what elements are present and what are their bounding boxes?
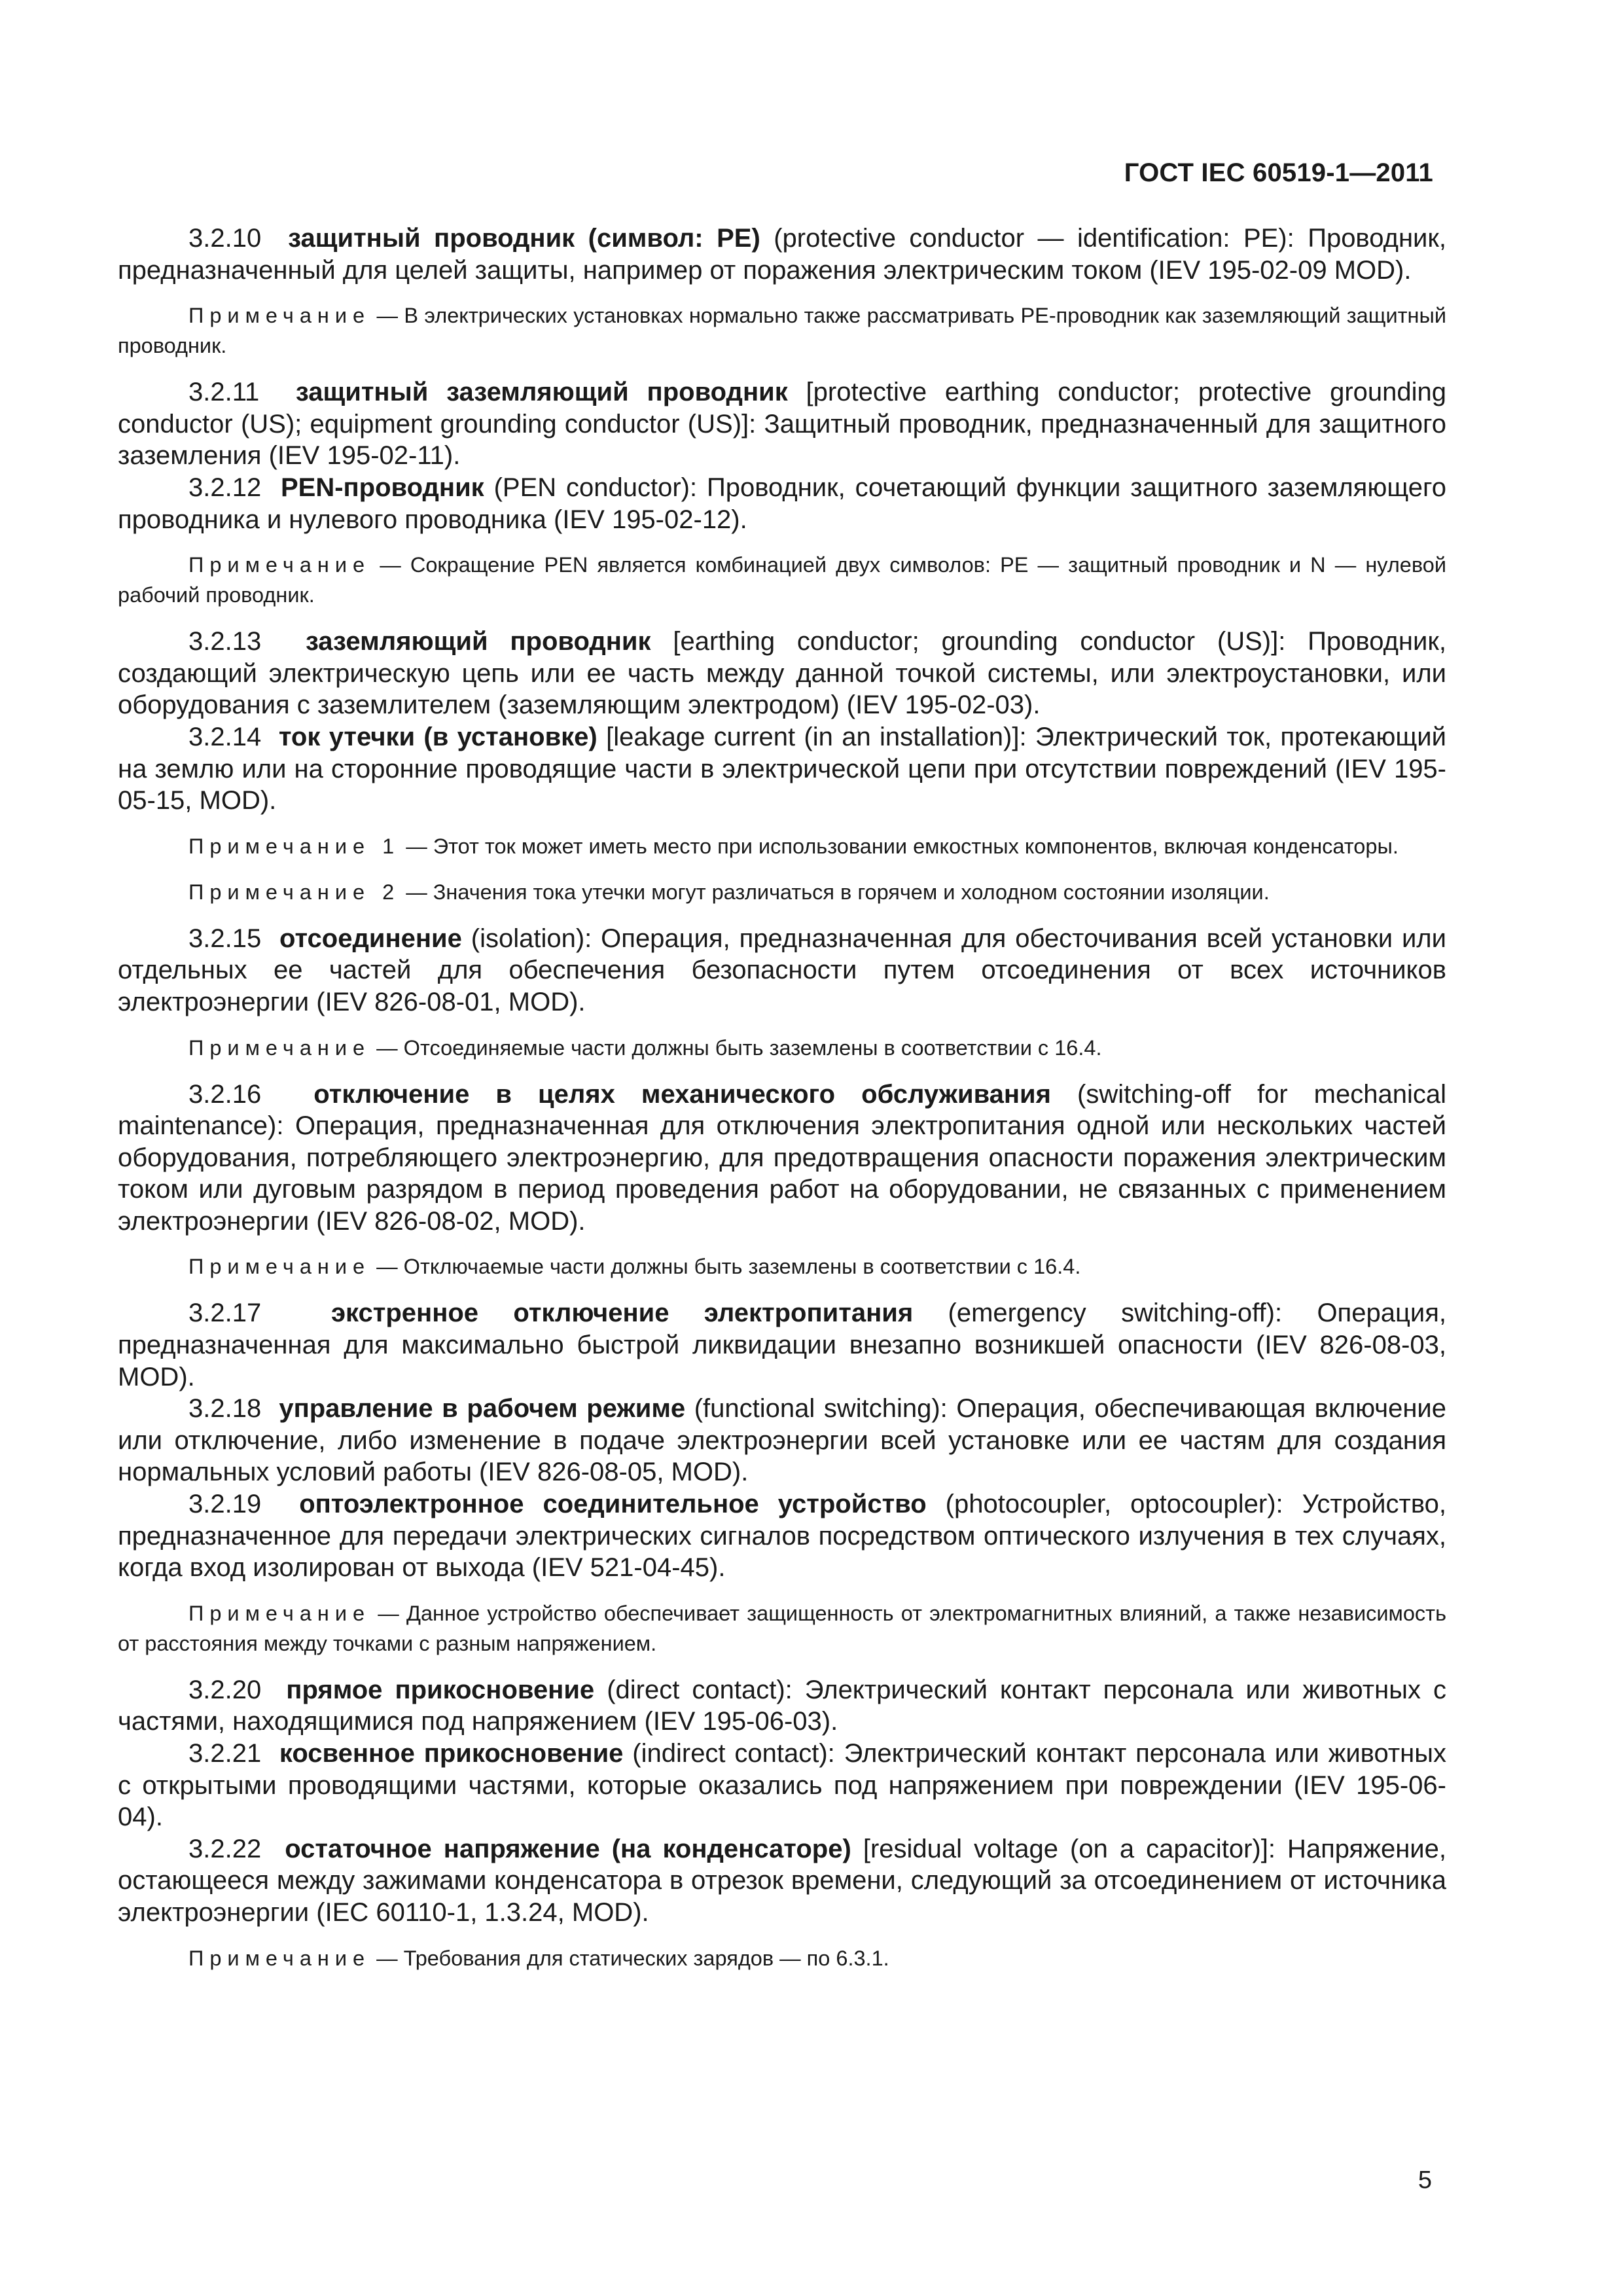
definitions-section	[118, 223, 1446, 1989]
definition-3-2-19	[118, 1488, 1446, 1584]
definition-3-2-14	[118, 721, 1446, 817]
definition-3-2-17	[118, 1297, 1446, 1393]
definition-number: 3.2.13	[188, 627, 262, 656]
definition-number: 3.2.10	[188, 224, 262, 253]
definition-text: (functional switching): Операция, обеспечивающая включение или отключение, либо изменение в подаче электроэнергии всей установке или ее частям для создания нормальных условий работы (IEV 826-08-05, MOD).	[118, 1394, 1446, 1487]
definition-number: 3.2.22	[188, 1834, 262, 1863]
definition-number: 3.2.15	[188, 924, 262, 953]
note-text: — Этот ток может иметь место при использовании емкостных компонентов, включая конденсаторы.	[406, 834, 1399, 858]
definition-3-2-15	[118, 923, 1446, 1018]
definition-3-2-13	[118, 626, 1446, 721]
definition-3-2-11	[118, 376, 1446, 472]
definition-term: экстренное отключение электропитания	[330, 1299, 914, 1328]
definition-number: 3.2.12	[188, 473, 262, 502]
note	[118, 831, 1446, 861]
note-text: — Данное устройство обеспечивает защищенность от электромагнитных влияний, а также независимость от расстояния между точками с разным напряжением.	[118, 1601, 1446, 1655]
note-label: Примечание	[188, 1035, 371, 1060]
note-label: Примечание 2	[188, 880, 401, 904]
definition-term: PEN-проводник	[280, 473, 484, 502]
definition-3-2-18	[118, 1393, 1446, 1488]
definition-text: (protective conductor — identification: PE): Проводник, предназначенный для целей защиты, например от поражения электрическим током (IEV 195-02-09 MOD).	[118, 224, 1446, 285]
definition-term: защитный заземляющий проводник	[295, 378, 788, 407]
definition-number: 3.2.14	[188, 722, 262, 751]
note-text: — Отсоединяемые части должны быть заземлены в соответствии с 16.4.	[376, 1035, 1102, 1060]
definition-text: (emergency switching-off): Операция, предназначенная для максимально быстрой ликвидации внезапно возникшей опасности (IEV 826-08-03, MOD).	[118, 1299, 1446, 1391]
definition-text: [leakage current (in an installation)]: Электрический ток, протекающий на землю или на сторонние проводящие части в электрической цепи при отсутствии повреждений (IEV 195-05-15, MOD).	[118, 722, 1446, 816]
definition-term: отключение в целях механического обслуживания	[313, 1079, 1051, 1109]
definition-number: 3.2.18	[188, 1394, 262, 1424]
definition-3-2-16	[118, 1079, 1446, 1238]
definition-number: 3.2.11	[188, 378, 260, 407]
note-label: Примечание 1	[188, 834, 401, 858]
definition-number: 3.2.19	[188, 1490, 262, 1519]
definition-number: 3.2.21	[188, 1739, 262, 1768]
note-text: — Требования для статических зарядов — по 6.3.1.	[376, 1946, 889, 1970]
definition-3-2-10	[118, 223, 1446, 286]
note	[118, 1598, 1446, 1659]
definition-number: 3.2.16	[188, 1079, 262, 1109]
definition-number: 3.2.17	[188, 1299, 262, 1328]
definition-text: (photocoupler, optocoupler): Устройство, предназначенное для передачи электрических сигналов посредством оптического излучения в тех случаях, когда вход изолирован от выхода (IEV 521-04-45).	[118, 1490, 1446, 1583]
definition-3-2-21	[118, 1738, 1446, 1833]
definition-text: [residual voltage (on a capacitor)]: Напряжение, остающееся между зажимами конденсатора в отрезок времени, следующий за отсоединением от источника электроэнергии (IEC 60110-1, 1.3.24, MOD).	[118, 1834, 1447, 1927]
note	[118, 1251, 1446, 1282]
definition-term: прямое прикосновение	[286, 1675, 595, 1704]
definition-text: [protective earthing conductor; protective grounding conductor (US); equipment grounding conductor (US)]: Защитный проводник, предназначенный для защитного заземления (IEV 195-02-11).	[118, 378, 1447, 471]
note-label: Примечание	[188, 304, 371, 328]
definition-term: остаточное напряжение (на конденсаторе)	[285, 1834, 851, 1863]
note-label: Примечание	[188, 1601, 371, 1625]
definition-term: оптоэлектронное соединительное устройство	[299, 1490, 927, 1519]
definition-3-2-20	[118, 1674, 1446, 1738]
definition-text: (direct contact): Электрический контакт персонала или животных с частями, находящимися под напряжением (IEV 195-06-03).	[118, 1675, 1446, 1736]
note-text: — Отключаемые части должны быть заземлены в соответствии с 16.4.	[376, 1255, 1081, 1279]
note-label: Примечание	[188, 1255, 371, 1279]
note	[118, 550, 1446, 610]
definition-3-2-12	[118, 472, 1446, 535]
definition-term: заземляющий проводник	[305, 627, 651, 656]
note	[118, 1033, 1446, 1063]
definition-number: 3.2.20	[188, 1675, 262, 1704]
page-number: 5	[1418, 2166, 1432, 2194]
definition-term: управление в рабочем режиме	[279, 1394, 686, 1424]
definition-text: (switching-off for mechanical maintenance): Операция, предназначенная для отключения электропитания одной или нескольких частей оборудования, потребляющего электроэнергию, для предотвращения опасности поражения электрическим током или дуговым разрядом в период проведения работ на оборудовании, не связанных с применением электроэнергии (IEV 826-08-02, MOD).	[118, 1079, 1446, 1236]
definition-text: (isolation): Операция, предназначенная для обесточивания всей установки или отдельных ее частей для обеспечения безопасности путем отсоединения от всех источников электроэнергии (IEV 826-08-01, MOD).	[118, 924, 1446, 1016]
note-label: Примечание	[188, 1946, 371, 1970]
note-text: — Значения тока утечки могут различаться в горячем и холодном состоянии изоляции.	[406, 880, 1270, 904]
note-text: — В электрических установках нормально также рассматривать PE-проводник как заземляющий защитный проводник.	[118, 304, 1446, 358]
note	[118, 300, 1446, 361]
note	[118, 877, 1446, 907]
definition-term: ток утечки (в установке)	[278, 722, 597, 751]
definition-text: (indirect contact): Электрический контакт персонала или животных с открытыми проводящими частями, которые оказались под напряжением при повреждении (IEV 195-06-04).	[118, 1739, 1447, 1832]
definition-term: косвенное прикосновение	[279, 1739, 624, 1768]
note-text: — Сокращение PEN является комбинацией двух символов: PE — защитный проводник и N — нулевой рабочий проводник.	[118, 553, 1447, 607]
note-label: Примечание	[188, 553, 371, 577]
definition-text: [earthing conductor; grounding conductor (US)]: Проводник, создающий электрическую цепь или ее часть между данной точкой системы, или электроустановки, или оборудования с заземлителем (заземляющим электродом) (IEV 195-02-03).	[118, 627, 1446, 720]
definition-text: (PEN conductor): Проводник, сочетающий функции защитного заземляющего проводника и нулевого проводника (IEV 195-02-12).	[118, 473, 1447, 534]
definition-term: отсоединение	[279, 924, 462, 953]
definition-3-2-22	[118, 1833, 1446, 1929]
note	[118, 1943, 1446, 1973]
definition-term: защитный проводник (символ: PE)	[288, 224, 760, 253]
standard-header: ГОСТ IEC 60519-1—2011	[1124, 158, 1433, 187]
